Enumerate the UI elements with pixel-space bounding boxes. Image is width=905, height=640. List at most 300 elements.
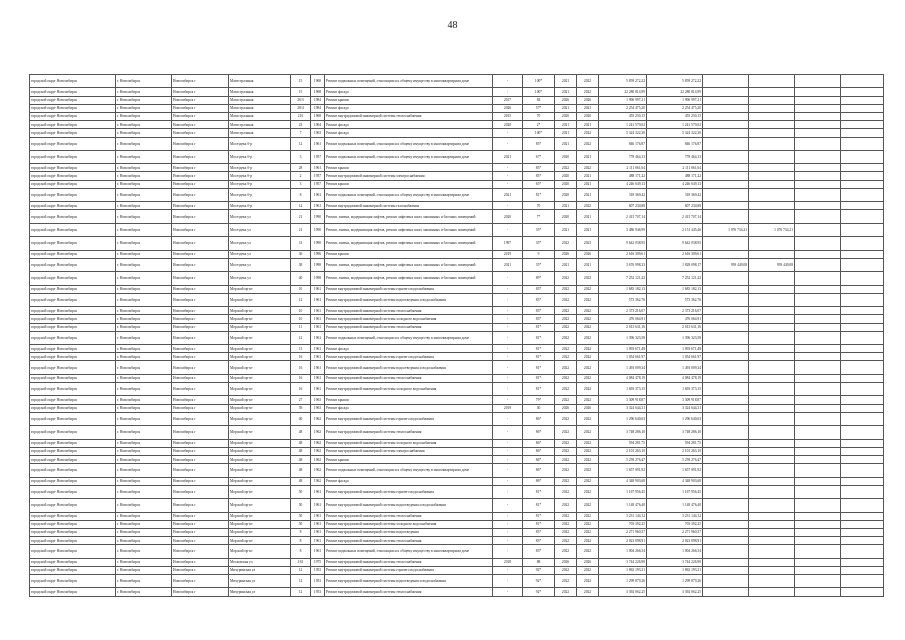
city-cell: Новосибирск г — [172, 258, 229, 271]
total-cost-cell: 7 252 121,42 — [599, 272, 647, 285]
table-row — [30, 88, 884, 96]
extra-cost-3-cell — [795, 188, 841, 201]
city-cell: Новосибирск г — [172, 315, 229, 323]
previous-repair-year-cell: - — [493, 499, 523, 512]
street-cell: Мосездека б-р — [229, 180, 291, 188]
extra-cost-3-cell — [795, 426, 841, 439]
planned-start-year-cell: 2021 — [555, 75, 577, 88]
house-number-cell: 50 — [291, 499, 311, 512]
extra-cost-3-cell — [795, 361, 841, 374]
build-year-cell: 1961 — [311, 512, 325, 520]
table-row — [30, 315, 884, 323]
planned-start-year-cell: 2022 — [555, 528, 577, 536]
extra-cost-2-cell — [749, 374, 795, 382]
house-number-cell: 16 — [291, 374, 311, 382]
total-cost-cell: 2 616 309,61 — [599, 250, 647, 258]
city-cell: Новосибирск г — [172, 374, 229, 382]
house-number-cell: 50 — [291, 512, 311, 520]
municipality-cell: городской округ Новосибирск — [30, 331, 116, 344]
planned-start-year-cell: 2020 — [555, 112, 577, 120]
street-cell: Морской пр-кт — [229, 528, 291, 536]
extra-cost-4-cell — [841, 575, 884, 588]
wear-percent-cell: 83* — [523, 172, 555, 180]
work-type-cell: Ремонт внутридомовой инженерной системы водоотведения и водоснабжения — [325, 575, 493, 588]
work-type-cell: Ремонт фасада — [325, 345, 493, 353]
extra-cost-3-cell — [795, 137, 841, 150]
settlement-cell: г. Новосибирск — [116, 485, 172, 498]
work-type-cell: Ремонт внутридомовой инженерной системы горячего водоснабжения — [325, 566, 493, 574]
planned-start-year-cell: 2022 — [555, 383, 577, 396]
city-cell: Новосибирск г — [172, 250, 229, 258]
total-cost-cell: 3 309 918,87 — [599, 396, 647, 404]
extra-cost-3-cell — [795, 588, 841, 596]
build-year-cell: 1961 — [311, 545, 325, 558]
table-row — [30, 520, 884, 528]
extra-cost-1-cell — [703, 545, 749, 558]
total-cost-cell: 3 744 226,90 — [599, 558, 647, 566]
fund-cost-cell: 1 241 570,02 — [647, 121, 703, 129]
settlement-cell: г. Новосибирск — [116, 361, 172, 374]
build-year-cell: 1968 — [311, 112, 325, 120]
street-cell: Мосездека б-р — [229, 164, 291, 172]
settlement-cell: г. Новосибирск — [116, 353, 172, 361]
extra-cost-1-cell — [703, 285, 749, 293]
extra-cost-1-cell — [703, 237, 749, 250]
previous-repair-year-cell: - — [493, 75, 523, 88]
planned-end-year-cell: 2022 — [577, 353, 599, 361]
table-row — [30, 307, 884, 315]
extra-cost-4-cell — [841, 404, 884, 412]
city-cell: Новосибирск г — [172, 426, 229, 439]
planned-start-year-cell: 2022 — [555, 537, 577, 545]
street-cell: Мичуринская ул — [229, 575, 291, 588]
capital-repair-register-table — [29, 74, 884, 597]
extra-cost-4-cell — [841, 537, 884, 545]
previous-repair-year-cell: - — [493, 272, 523, 285]
work-type-cell: Ремонт, замена, модернизация лифтов, ремонт лифтовых шахт, машинных и блочных помещений — [325, 223, 493, 236]
build-year-cell: 1962 — [311, 412, 325, 425]
planned-end-year-cell: 2022 — [577, 537, 599, 545]
house-number-cell: 8 — [291, 188, 311, 201]
settlement-cell: г. Новосибирск — [116, 307, 172, 315]
fund-cost-cell: 1 299 879,26 — [647, 575, 703, 588]
work-type-cell: Ремонт внутридомовой инженерной системы теплоснабжения — [325, 558, 493, 566]
build-year-cell: 1962 — [311, 464, 325, 477]
total-cost-cell: 2 271 960,57 — [599, 528, 647, 536]
extra-cost-2-cell — [749, 188, 795, 201]
extra-cost-2-cell — [749, 464, 795, 477]
wear-percent-cell: 92* — [523, 566, 555, 574]
previous-repair-year-cell: - — [493, 374, 523, 382]
extra-cost-4-cell — [841, 121, 884, 129]
build-year-cell: 1961 — [311, 528, 325, 536]
build-year-cell: 1961 — [311, 353, 325, 361]
city-cell: Новосибирск г — [172, 150, 229, 163]
house-number-cell: 10 — [291, 307, 311, 315]
work-type-cell: Ремонт, замена, модернизация лифтов, ремонт лифтовых шахт, машинных и блочных помещений — [325, 210, 493, 223]
settlement-cell: г. Новосибирск — [116, 250, 172, 258]
planned-start-year-cell: 2021 — [555, 258, 577, 271]
city-cell: Новосибирск г — [172, 404, 229, 412]
extra-cost-1-cell — [703, 210, 749, 223]
total-cost-cell: 2 254 475,20 — [599, 104, 647, 112]
planned-start-year-cell: 2021 — [555, 129, 577, 137]
extra-cost-2-cell — [749, 361, 795, 374]
planned-start-year-cell: 2022 — [555, 464, 577, 477]
house-number-cell: 8 — [291, 537, 311, 545]
street-cell: Мосездека б-р — [229, 202, 291, 210]
municipality-cell: городской округ Новосибирск — [30, 164, 116, 172]
planned-start-year-cell: 2022 — [555, 237, 577, 250]
city-cell: Новосибирск г — [172, 164, 229, 172]
settlement-cell: г. Новосибирск — [116, 537, 172, 545]
extra-cost-1-cell — [703, 96, 749, 104]
extra-cost-2-cell — [749, 104, 795, 112]
extra-cost-3-cell — [795, 315, 841, 323]
fund-cost-cell: 1 167 956,45 — [647, 485, 703, 498]
planned-end-year-cell: 2022 — [577, 520, 599, 528]
city-cell: Новосибирск г — [172, 307, 229, 315]
house-number-cell: 163 — [291, 558, 311, 566]
previous-repair-year-cell: 2019 — [493, 250, 523, 258]
extra-cost-4-cell — [841, 250, 884, 258]
city-cell: Новосибирск г — [172, 331, 229, 344]
extra-cost-1-cell — [703, 396, 749, 404]
table-row — [30, 258, 884, 271]
extra-cost-2-cell — [749, 137, 795, 150]
work-type-cell: Ремонт внутридомовой инженерной системы водоотведения — [325, 528, 493, 536]
table-row — [30, 237, 884, 250]
planned-start-year-cell: 2022 — [555, 588, 577, 596]
settlement-cell: г. Новосибирск — [116, 88, 172, 96]
table-row — [30, 426, 884, 439]
planned-end-year-cell: 2022 — [577, 272, 599, 285]
fund-cost-cell: 2 151 445,46 — [647, 223, 703, 236]
fund-cost-cell: 1 657 091,92 — [647, 464, 703, 477]
table-row — [30, 404, 884, 412]
previous-repair-year-cell: - — [493, 315, 523, 323]
extra-cost-3-cell — [795, 202, 841, 210]
planned-start-year-cell: 2020 — [555, 210, 577, 223]
house-number-cell: 26/3 — [291, 96, 311, 104]
street-cell: Мосездека ул — [229, 258, 291, 271]
previous-repair-year-cell: - — [493, 223, 523, 236]
street-cell: Мосездека ул — [229, 237, 291, 250]
city-cell: Новосибирск г — [172, 180, 229, 188]
settlement-cell: г. Новосибирск — [116, 188, 172, 201]
planned-start-year-cell: 2020 — [555, 172, 577, 180]
previous-repair-year-cell: 2021 — [493, 188, 523, 201]
fund-cost-cell: 1 004 266,54 — [647, 545, 703, 558]
wear-percent-cell: 30 — [523, 404, 555, 412]
extra-cost-3-cell — [795, 164, 841, 172]
fund-cost-cell: 2 111 061,64 — [647, 164, 703, 172]
total-cost-cell: 22 280 814,99 — [599, 88, 647, 96]
planned-end-year-cell: 2022 — [577, 129, 599, 137]
planned-end-year-cell: 2022 — [577, 426, 599, 439]
extra-cost-2-cell — [749, 512, 795, 520]
planned-end-year-cell: 2022 — [577, 164, 599, 172]
work-type-cell: Ремонт крыши — [325, 96, 493, 104]
city-cell: Новосибирск г — [172, 566, 229, 574]
build-year-cell: 1961 — [311, 188, 325, 201]
settlement-cell: г. Новосибирск — [116, 258, 172, 271]
municipality-cell: городской округ Новосибирск — [30, 210, 116, 223]
extra-cost-1-cell — [703, 112, 749, 120]
house-number-cell: 12 — [291, 137, 311, 150]
total-cost-cell: 3 486 946,99 — [599, 223, 647, 236]
house-number-cell: 15 — [291, 88, 311, 96]
extra-cost-2-cell — [749, 202, 795, 210]
city-cell: Новосибирск г — [172, 412, 229, 425]
city-cell: Новосибирск г — [172, 545, 229, 558]
extra-cost-1-cell — [703, 129, 749, 137]
extra-cost-1-cell — [703, 172, 749, 180]
previous-repair-year-cell: - — [493, 396, 523, 404]
table-row — [30, 172, 884, 180]
extra-cost-1-cell — [703, 404, 749, 412]
build-year-cell: 1953 — [311, 575, 325, 588]
wear-percent-cell: 92* — [523, 575, 555, 588]
extra-cost-3-cell — [795, 180, 841, 188]
extra-cost-3-cell — [795, 558, 841, 566]
build-year-cell: 1962 — [311, 447, 325, 455]
total-cost-cell: 1 396 323,58 — [599, 331, 647, 344]
extra-cost-2-cell — [749, 112, 795, 120]
extra-cost-1-cell — [703, 520, 749, 528]
municipality-cell: городской округ Новосибирск — [30, 499, 116, 512]
settlement-cell: г. Новосибирск — [116, 75, 172, 88]
extra-cost-3-cell — [795, 537, 841, 545]
settlement-cell: г. Новосибирск — [116, 180, 172, 188]
extra-cost-3-cell — [795, 150, 841, 163]
planned-start-year-cell: 2026 — [555, 96, 577, 104]
extra-cost-3-cell — [795, 172, 841, 180]
extra-cost-3-cell — [795, 455, 841, 463]
street-cell: Морской пр-кт — [229, 512, 291, 520]
extra-cost-1-cell — [703, 121, 749, 129]
extra-cost-1-cell — [703, 588, 749, 596]
city-cell: Новосибирск г — [172, 396, 229, 404]
city-cell: Новосибирск г — [172, 345, 229, 353]
fund-cost-cell: 3 231 144,12 — [647, 512, 703, 520]
work-type-cell: Ремонт внутридомовой инженерной системы холодного водоснабжения — [325, 520, 493, 528]
planned-end-year-cell: 2022 — [577, 566, 599, 574]
extra-cost-3-cell — [795, 307, 841, 315]
work-type-cell: Ремонт фасада — [325, 104, 493, 112]
planned-end-year-cell: 2022 — [577, 331, 599, 344]
extra-cost-4-cell — [841, 88, 884, 96]
planned-start-year-cell: 2022 — [555, 307, 577, 315]
house-number-cell: 48 — [291, 455, 311, 463]
planned-start-year-cell: 2022 — [555, 566, 577, 574]
fund-cost-cell: 1 863 193,31 — [647, 566, 703, 574]
work-type-cell: Ремонт подвальных помещений, относящихся к общему имуществу в многоквартирном доме — [325, 331, 493, 344]
settlement-cell: г. Новосибирск — [116, 412, 172, 425]
house-number-cell: 3 — [291, 150, 311, 163]
wear-percent-cell: 81* — [523, 374, 555, 382]
work-type-cell: Ремонт фасада — [325, 477, 493, 485]
fund-cost-cell: 2 616 309,61 — [647, 250, 703, 258]
wear-percent-cell: 86* — [523, 464, 555, 477]
extra-cost-1-cell — [703, 374, 749, 382]
planned-end-year-cell: 2022 — [577, 137, 599, 150]
house-number-cell: 48 — [291, 447, 311, 455]
build-year-cell: 1961 — [311, 137, 325, 150]
planned-start-year-cell: 2026 — [555, 404, 577, 412]
settlement-cell: г. Новосибирск — [116, 499, 172, 512]
extra-cost-1-cell — [703, 202, 749, 210]
build-year-cell: 1961 — [311, 307, 325, 315]
municipality-cell: городской округ Новосибирск — [30, 404, 116, 412]
previous-repair-year-cell: - — [493, 88, 523, 96]
wear-percent-cell: 81* — [523, 188, 555, 201]
house-number-cell: 13 — [291, 345, 311, 353]
wear-percent-cell: 81* — [523, 485, 555, 498]
house-number-cell: 21 — [291, 223, 311, 236]
settlement-cell: г. Новосибирск — [116, 323, 172, 331]
extra-cost-1-cell — [703, 455, 749, 463]
planned-end-year-cell: 2022 — [577, 396, 599, 404]
planned-end-year-cell: 2021 — [577, 121, 599, 129]
planned-end-year-cell: 2026 — [577, 404, 599, 412]
extra-cost-3-cell — [795, 353, 841, 361]
table-row — [30, 499, 884, 512]
city-cell: Новосибирск г — [172, 237, 229, 250]
work-type-cell: Ремонт внутридомовой инженерной системы теплоснабжения — [325, 512, 493, 520]
street-cell: Морской пр-кт — [229, 315, 291, 323]
settlement-cell: г. Новосибирск — [116, 331, 172, 344]
municipality-cell: городской округ Новосибирск — [30, 172, 116, 180]
planned-end-year-cell: 2022 — [577, 88, 599, 96]
planned-end-year-cell: 2022 — [577, 345, 599, 353]
settlement-cell: г. Новосибирск — [116, 345, 172, 353]
extra-cost-2-cell — [749, 353, 795, 361]
total-cost-cell: 3 324 644,31 — [599, 404, 647, 412]
extra-cost-3-cell — [795, 477, 841, 485]
extra-cost-1-cell — [703, 439, 749, 447]
municipality-cell: городской округ Новосибирск — [30, 104, 116, 112]
total-cost-cell: 2 111 061,64 — [599, 164, 647, 172]
table-row — [30, 439, 884, 447]
fund-cost-cell: 1 693 373,15 — [647, 383, 703, 396]
planned-start-year-cell: 2020 — [555, 188, 577, 201]
table-row — [30, 588, 884, 596]
work-type-cell: Ремонт внутридомовой инженерной системы газоснабжения — [325, 202, 493, 210]
municipality-cell: городской округ Новосибирск — [30, 237, 116, 250]
build-year-cell: 1961 — [311, 345, 325, 353]
fund-cost-cell: 4 348 903,68 — [647, 477, 703, 485]
extra-cost-2-cell — [749, 345, 795, 353]
fund-cost-cell: 1 683 182,13 — [647, 285, 703, 293]
settlement-cell: г. Новосибирск — [116, 464, 172, 477]
municipality-cell: городской округ Новосибирск — [30, 307, 116, 315]
extra-cost-3-cell — [795, 528, 841, 536]
planned-end-year-cell: 2022 — [577, 323, 599, 331]
table-row — [30, 210, 884, 223]
previous-repair-year-cell: - — [493, 455, 523, 463]
planned-start-year-cell: 2022 — [555, 545, 577, 558]
fund-cost-cell: 2 023 098,91 — [647, 537, 703, 545]
settlement-cell: г. Новосибирск — [116, 112, 172, 120]
table-row — [30, 293, 884, 306]
planned-start-year-cell: 2022 — [555, 396, 577, 404]
wear-percent-cell: 100* — [523, 129, 555, 137]
fund-cost-cell: 2 373 216,07 — [647, 307, 703, 315]
fund-cost-cell: 5 324 322,30 — [647, 129, 703, 137]
build-year-cell: 1962 — [311, 477, 325, 485]
extra-cost-4-cell — [841, 137, 884, 150]
house-number-cell: 16 — [291, 361, 311, 374]
build-year-cell: 1961 — [311, 537, 325, 545]
settlement-cell: г. Новосибирск — [116, 285, 172, 293]
extra-cost-1-cell: 939 449,08 — [703, 258, 749, 271]
municipality-cell: городской округ Новосибирск — [30, 485, 116, 498]
work-type-cell: Ремонт крыши — [325, 250, 493, 258]
total-cost-cell: 1 148 476,40 — [599, 499, 647, 512]
planned-start-year-cell: 2026 — [555, 250, 577, 258]
table-row — [30, 528, 884, 536]
street-cell: Морской пр-кт — [229, 285, 291, 293]
total-cost-cell: 3 231 144,12 — [599, 512, 647, 520]
settlement-cell: г. Новосибирск — [116, 121, 172, 129]
house-number-cell: 28 — [291, 164, 311, 172]
planned-end-year-cell: 2022 — [577, 439, 599, 447]
city-cell: Новосибирск г — [172, 121, 229, 129]
total-cost-cell: 1 493 009,34 — [599, 361, 647, 374]
extra-cost-1-cell — [703, 250, 749, 258]
extra-cost-4-cell — [841, 558, 884, 566]
total-cost-cell: 1 693 373,15 — [599, 383, 647, 396]
street-cell: Магистральная — [229, 112, 291, 120]
house-number-cell: 16 — [291, 383, 311, 396]
total-cost-cell: 1 863 193,31 — [599, 566, 647, 574]
wear-percent-cell: 89* — [523, 272, 555, 285]
municipality-cell: городской округ Новосибирск — [30, 121, 116, 129]
planned-start-year-cell: 2022 — [555, 412, 577, 425]
total-cost-cell: 5 259 276,47 — [599, 455, 647, 463]
planned-end-year-cell: 2023 — [577, 237, 599, 250]
wear-percent-cell: 92* — [523, 588, 555, 596]
settlement-cell: г. Новосибирск — [116, 588, 172, 596]
street-cell: Магистральная — [229, 104, 291, 112]
table-row — [30, 129, 884, 137]
wear-percent-cell: 57* — [523, 104, 555, 112]
extra-cost-4-cell — [841, 272, 884, 285]
city-cell: Новосибирск г — [172, 447, 229, 455]
fund-cost-cell: 4 246 649,13 — [647, 180, 703, 188]
fund-cost-cell: 488 171,22 — [647, 172, 703, 180]
planned-start-year-cell: 2022 — [555, 164, 577, 172]
work-type-cell: Ремонт подвальных помещений, относящихся к общему имуществу в многоквартирном доме — [325, 464, 493, 477]
fund-cost-cell: 476 064,91 — [647, 315, 703, 323]
settlement-cell: г. Новосибирск — [116, 210, 172, 223]
wear-percent-cell: 70 — [523, 112, 555, 120]
extra-cost-4-cell — [841, 172, 884, 180]
city-cell: Новосибирск г — [172, 223, 229, 236]
wear-percent-cell: 86* — [523, 447, 555, 455]
extra-cost-3-cell — [795, 88, 841, 96]
table-row — [30, 150, 884, 163]
wear-percent-cell: 81* — [523, 345, 555, 353]
extra-cost-2-cell — [749, 293, 795, 306]
fund-cost-cell: 5 259 276,47 — [647, 455, 703, 463]
extra-cost-3-cell — [795, 512, 841, 520]
city-cell: Новосибирск г — [172, 383, 229, 396]
extra-cost-4-cell — [841, 528, 884, 536]
table-row — [30, 331, 884, 344]
fund-cost-cell: 4 084 478,19 — [647, 374, 703, 382]
